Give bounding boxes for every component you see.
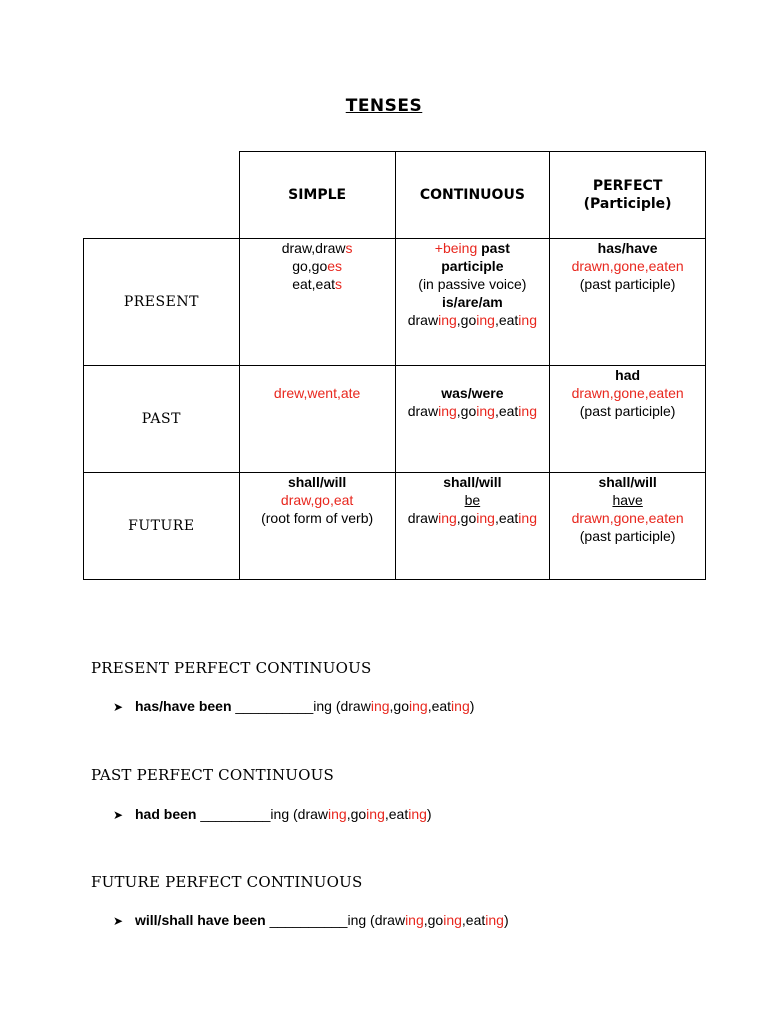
text-run: draw xyxy=(407,510,439,526)
cell-line xyxy=(246,491,389,509)
text-run: was/were xyxy=(441,385,504,401)
column-header-simple: SIMPLE xyxy=(239,152,395,239)
text-run: ing xyxy=(476,510,495,526)
text-run: _________ing (draw xyxy=(196,806,329,822)
text-run: ,go xyxy=(456,510,477,526)
text-run: ing xyxy=(485,912,504,928)
text-run: s xyxy=(335,276,343,292)
cell-line xyxy=(556,257,699,275)
cell-line xyxy=(246,257,389,275)
text-run: ing xyxy=(328,806,347,822)
text-run: (past participle) xyxy=(579,276,676,292)
text-run: ,eat xyxy=(494,510,519,526)
arrowhead-bullet-icon: ➤ xyxy=(113,914,124,928)
text-run: be xyxy=(464,492,481,508)
cell-line xyxy=(556,527,699,545)
cell-line xyxy=(402,239,544,257)
cell-line xyxy=(402,473,544,491)
cell-line xyxy=(246,384,389,402)
row-header-present: PRESENT xyxy=(84,239,240,366)
text-run: has/have xyxy=(597,240,658,256)
text-run: ing xyxy=(408,806,427,822)
text-run: ,eat xyxy=(461,912,486,928)
text-run: ing xyxy=(405,912,424,928)
text-run: es xyxy=(327,258,343,274)
text-run: has/have been xyxy=(135,698,232,714)
cell-line xyxy=(402,293,544,311)
text-run: had been xyxy=(135,806,197,822)
section-title-future-perfect-continuous: FUTURE PERFECT CONTINUOUS xyxy=(91,873,363,891)
text-run: past xyxy=(477,240,510,256)
text-run: ,go xyxy=(389,698,409,714)
text-run: ,go xyxy=(423,912,444,928)
cell-line xyxy=(246,366,389,384)
cell-future-perfect xyxy=(550,473,706,580)
cell-line xyxy=(556,509,699,527)
text-run: s xyxy=(345,240,353,256)
page-title: TENSES xyxy=(345,96,423,116)
text-run: ing xyxy=(476,403,495,419)
text-run: ing xyxy=(451,698,470,714)
cell-line xyxy=(246,473,389,491)
text-run: draw xyxy=(407,312,439,328)
text-run: ) xyxy=(426,806,432,822)
text-run: ing xyxy=(409,698,428,714)
column-header-perfect: PERFECT (Participle) xyxy=(550,152,706,239)
cell-line xyxy=(556,491,699,509)
text-run: (past participle) xyxy=(579,528,676,544)
cell-line xyxy=(556,402,699,420)
bullet-future-perfect-continuous xyxy=(113,912,509,928)
cell-future-continuous xyxy=(395,473,550,580)
text-run: ing xyxy=(518,403,537,419)
text-run: ,go xyxy=(346,806,367,822)
bullet-text xyxy=(135,806,432,822)
text-run: have xyxy=(612,492,643,508)
text-run: ) xyxy=(503,912,509,928)
cell-line xyxy=(556,384,699,402)
text-run: drawn,gone,eaten xyxy=(571,258,684,274)
text-run: draw,go,eat xyxy=(280,492,354,508)
text-run: (in passive voice) xyxy=(418,276,527,292)
text-run: shall/will xyxy=(598,474,657,490)
cell-line xyxy=(246,239,389,257)
text-run: ,eat xyxy=(427,698,452,714)
text-run: +being xyxy=(434,240,478,256)
column-header-continuous: CONTINUOUS xyxy=(395,152,550,239)
text-run: (root form of verb) xyxy=(261,510,374,526)
text-run: ing xyxy=(366,806,385,822)
cell-line xyxy=(402,366,544,384)
tenses-table xyxy=(83,151,706,580)
text-run: is/are/am xyxy=(442,294,503,310)
cell-line xyxy=(402,509,544,527)
cell-line xyxy=(402,257,544,275)
table-row-past xyxy=(84,366,706,473)
text-run: drawn,gone,eaten xyxy=(571,385,684,401)
text-run: (past participle) xyxy=(579,403,676,419)
table-row-present xyxy=(84,239,706,366)
bullet-present-perfect-continuous xyxy=(113,698,474,714)
cell-past-perfect xyxy=(550,366,706,473)
table-corner-cell xyxy=(84,152,240,239)
text-run: drew,went,ate xyxy=(273,385,361,401)
text-run: participle xyxy=(441,258,504,274)
cell-line xyxy=(402,402,544,420)
row-header-past: PAST xyxy=(84,366,240,473)
cell-past-continuous xyxy=(395,366,550,473)
cell-future-simple xyxy=(239,473,395,580)
bullet-text xyxy=(135,698,474,714)
cell-line xyxy=(556,366,699,384)
section-title-present-perfect-continuous: PRESENT PERFECT CONTINUOUS xyxy=(91,659,372,677)
text-run: ing xyxy=(438,312,457,328)
cell-line xyxy=(246,509,389,527)
cell-line xyxy=(402,275,544,293)
text-run: ing xyxy=(438,403,457,419)
cell-line xyxy=(556,239,699,257)
text-run: will/shall have been xyxy=(135,912,266,928)
text-run: ,eat xyxy=(494,312,519,328)
text-run: __________ing (draw xyxy=(265,912,406,928)
cell-present-continuous xyxy=(395,239,550,366)
arrowhead-bullet-icon: ➤ xyxy=(113,808,124,822)
text-run: had xyxy=(615,367,641,383)
cell-line xyxy=(556,473,699,491)
text-run: ,eat xyxy=(494,403,519,419)
text-run: ing xyxy=(370,698,390,714)
cell-present-perfect xyxy=(550,239,706,366)
text-run: ing xyxy=(518,510,537,526)
section-title-past-perfect-continuous: PAST PERFECT CONTINUOUS xyxy=(91,766,334,784)
arrowhead-bullet-icon: ➤ xyxy=(113,700,124,714)
text-run: shall/will xyxy=(287,474,347,490)
text-run: ) xyxy=(469,698,475,714)
cell-present-simple xyxy=(239,239,395,366)
text-run: ing xyxy=(438,510,457,526)
table-header-row xyxy=(84,152,706,239)
text-run: __________ing (draw xyxy=(231,698,371,714)
cell-line xyxy=(402,491,544,509)
text-run: eat,eat xyxy=(292,276,336,292)
cell-line xyxy=(246,275,389,293)
text-run: ,go xyxy=(456,403,477,419)
text-run: ing xyxy=(443,912,462,928)
text-run: ing xyxy=(476,312,495,328)
text-run: draw xyxy=(407,403,439,419)
text-run: ,eat xyxy=(384,806,409,822)
text-run: draw,draw xyxy=(281,240,346,256)
bullet-text xyxy=(135,912,509,928)
cell-line xyxy=(402,311,544,329)
bullet-past-perfect-continuous xyxy=(113,806,432,822)
text-run: go,go xyxy=(292,258,328,274)
text-run: drawn,gone,eaten xyxy=(571,510,684,526)
text-run: ,go xyxy=(456,312,477,328)
row-header-future: FUTURE xyxy=(84,473,240,580)
text-run: shall/will xyxy=(443,474,502,490)
cell-line xyxy=(402,384,544,402)
table-row-future xyxy=(84,473,706,580)
cell-past-simple xyxy=(239,366,395,473)
cell-line xyxy=(556,275,699,293)
text-run: ing xyxy=(518,312,537,328)
